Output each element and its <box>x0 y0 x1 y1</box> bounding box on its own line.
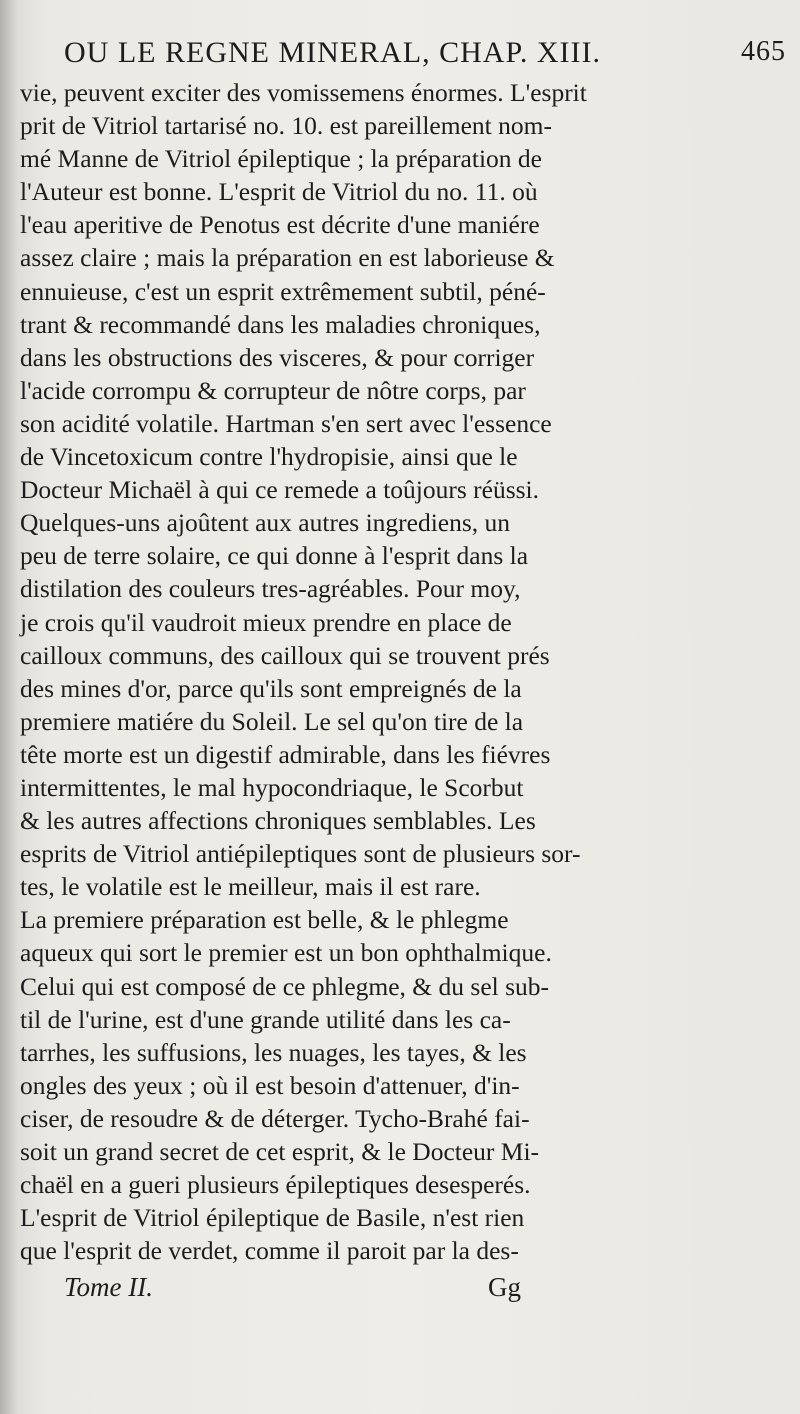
volume-mark: Tome II. <box>64 1272 154 1302</box>
signature-mark: Gg <box>488 1272 521 1302</box>
text-line: trant & recommandé dans les maladies chroniques, <box>20 309 541 339</box>
text-line: La premiere préparation est belle, & le phlegme <box>20 905 509 935</box>
text-line: intermittentes, le mal hypocondriaque, le Scorbut <box>20 772 524 802</box>
text-line: esprits de Vitriol antiépileptiques sont de plusieurs sor- <box>20 839 581 869</box>
page-footer <box>56 1272 576 1312</box>
text-line: mé Manne de Vitriol épileptique ; la préparation de <box>20 144 542 174</box>
running-title: OU LE REGNE MINERAL, CHAP. XIII. <box>64 36 601 69</box>
text-line: tarrhes, les suffusions, les nuages, les tayes, & les <box>20 1037 527 1067</box>
text-line: ciser, de resoudre & de déterger. Tycho-Brahé fai- <box>20 1103 530 1133</box>
text-line: & les autres affections chroniques semblables. Les <box>20 806 536 836</box>
text-line: l'Auteur est bonne. L'esprit de Vitriol du no. 11. où <box>20 177 538 207</box>
text-line: peu de terre solaire, ce qui donne à l'esprit dans la <box>20 541 529 571</box>
text-line: L'esprit de Vitriol épileptique de Basile, n'est rien <box>20 1203 525 1233</box>
text-line: je crois qu'il vaudroit mieux prendre en place de <box>20 607 512 637</box>
text-line: chaël en a gueri plusieurs épileptiques desesperés. <box>20 1170 531 1200</box>
text-line: cailloux communs, des cailloux qui se trouvent prés <box>20 640 550 670</box>
text-line: son acidité volatile. Hartman s'en sert avec l'essence <box>20 408 552 438</box>
text-line: soit un grand secret de cet esprit, & le Docteur Mi- <box>20 1137 540 1166</box>
text-line: des mines d'or, parce qu'ils sont empreignés de la <box>20 673 522 703</box>
text-line: aqueux qui sort le premier est un bon ophthalmique. <box>20 938 552 968</box>
body-text <box>20 76 786 1267</box>
text-line: dans les obstructions des visceres, & pour corriger <box>20 342 535 372</box>
page-number: 465 <box>741 36 786 67</box>
text-line: vie, peuvent exciter des vomissemens énormes. L'esprit <box>20 78 587 107</box>
text-line: premiere matiére du Soleil. Le sel qu'on tire de la <box>20 706 524 736</box>
text-line: ongles des yeux ; où il est besoin d'attenuer, d'in- <box>20 1070 520 1100</box>
text-line: que l'esprit de verdet, comme il paroit par la des- <box>20 1236 519 1266</box>
text-line: tête morte est un digestif admirable, dans les fiévres <box>20 739 551 769</box>
text-line: assez claire ; mais la préparation en est laborieuse & <box>20 243 555 273</box>
text-line: Docteur Michaël à qui ce remede a toûjours réüssi. <box>20 475 540 505</box>
text-line: prit de Vitriol tartarisé no. 10. est pareillement nom- <box>20 111 552 141</box>
text-line: l'eau aperitive de Penotus est décrite d'une maniére <box>20 210 540 240</box>
running-header <box>64 32 786 72</box>
text-line: Quelques-uns ajoûtent aux autres ingrediens, un <box>20 508 511 538</box>
text-line: Celui qui est composé de ce phlegme, & du sel sub- <box>20 971 550 1001</box>
text-line: ennuieuse, c'est un esprit extrêmement subtil, péné- <box>20 276 546 306</box>
text-line: distilation des couleurs tres-agréables. Pour moy, <box>20 574 521 604</box>
text-line: l'acide corrompu & corrupteur de nôtre corps, par <box>20 375 526 405</box>
text-line: til de l'urine, est d'une grande utilité dans les ca- <box>20 1004 511 1034</box>
text-line: de Vincetoxicum contre l'hydropisie, ainsi que le <box>20 442 518 472</box>
text-line: tes, le volatile est le meilleur, mais il est rare. <box>20 872 481 902</box>
gutter-shadow <box>0 0 18 1414</box>
